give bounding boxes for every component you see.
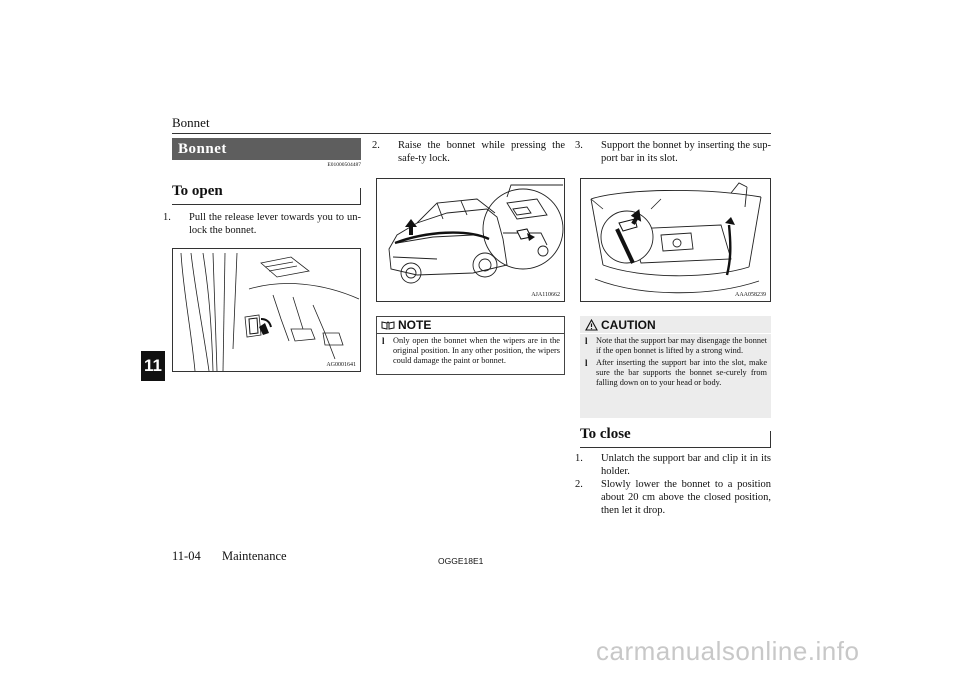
warning-triangle-icon <box>585 319 598 331</box>
caution-header <box>580 316 771 334</box>
step-number: 2. <box>372 140 380 151</box>
watermark: carmanualsonline.info <box>596 636 860 666</box>
footer-page-number: 11-04 <box>172 549 201 563</box>
figure-code: AG0001641 <box>326 362 356 368</box>
step-text: Raise the bonnet while pressing the safe-ty lock. <box>398 140 565 164</box>
release-lever-illustration <box>173 249 361 372</box>
figure-safety-lock <box>376 178 565 302</box>
subheading-to-close: To close <box>580 426 771 448</box>
note-icon <box>381 320 395 330</box>
note-header <box>377 317 564 334</box>
step-number: 3. <box>575 140 583 151</box>
close-step-2 <box>575 478 771 517</box>
running-title: Bonnet <box>172 115 210 130</box>
note-title: NOTE <box>398 318 432 332</box>
step-1 <box>163 211 361 237</box>
subheading-to-open: To open <box>172 183 361 205</box>
footer-document-code: OGGE18E1 <box>438 556 484 566</box>
footer-section-name: Maintenance <box>222 549 287 563</box>
header-rule <box>172 133 771 134</box>
caution-item: l Note that the support bar may disengage the bonnet if the open bonnet is lifted by a strong wind. <box>580 334 771 356</box>
note-box <box>376 316 565 375</box>
car-safety-lock-illustration <box>377 179 565 302</box>
step-text: Unlatch the support bar and clip it in its holder. <box>601 453 771 477</box>
figure-code: AJA110662 <box>531 292 560 298</box>
step-3 <box>575 139 771 165</box>
figure-release-lever <box>172 248 361 372</box>
caution-title: CAUTION <box>601 317 656 332</box>
support-bar-illustration <box>581 179 771 302</box>
step-text: Slowly lower the bonnet to a position about 20 cm above the closed position, then let it drop. <box>601 479 771 516</box>
step-number: 2. <box>575 479 583 490</box>
step-2 <box>372 139 565 165</box>
reference-code: E01000504487 <box>327 162 361 168</box>
section-title: Bonnet <box>172 138 361 160</box>
section-tab: 11 <box>141 351 165 381</box>
figure-support-bar <box>580 178 771 302</box>
step-number: 1. <box>575 453 583 464</box>
caution-item: l After inserting the support bar into the slot, make sure the bar supports the bonnet se-curely from falling down on to your head or body. <box>580 356 771 388</box>
caution-box <box>580 316 771 418</box>
step-text: Support the bonnet by inserting the sup-port bar in its slot. <box>601 140 771 164</box>
close-step-1 <box>575 452 771 478</box>
step-number: 1. <box>163 212 171 223</box>
note-item: l Only open the bonnet when the wipers are in the original position. In any other position, the wipers could damage the paint or bonnet. <box>377 334 564 366</box>
figure-code: AAA058239 <box>735 292 766 298</box>
step-text: Pull the release lever towards you to un-lock the bonnet. <box>189 212 361 236</box>
